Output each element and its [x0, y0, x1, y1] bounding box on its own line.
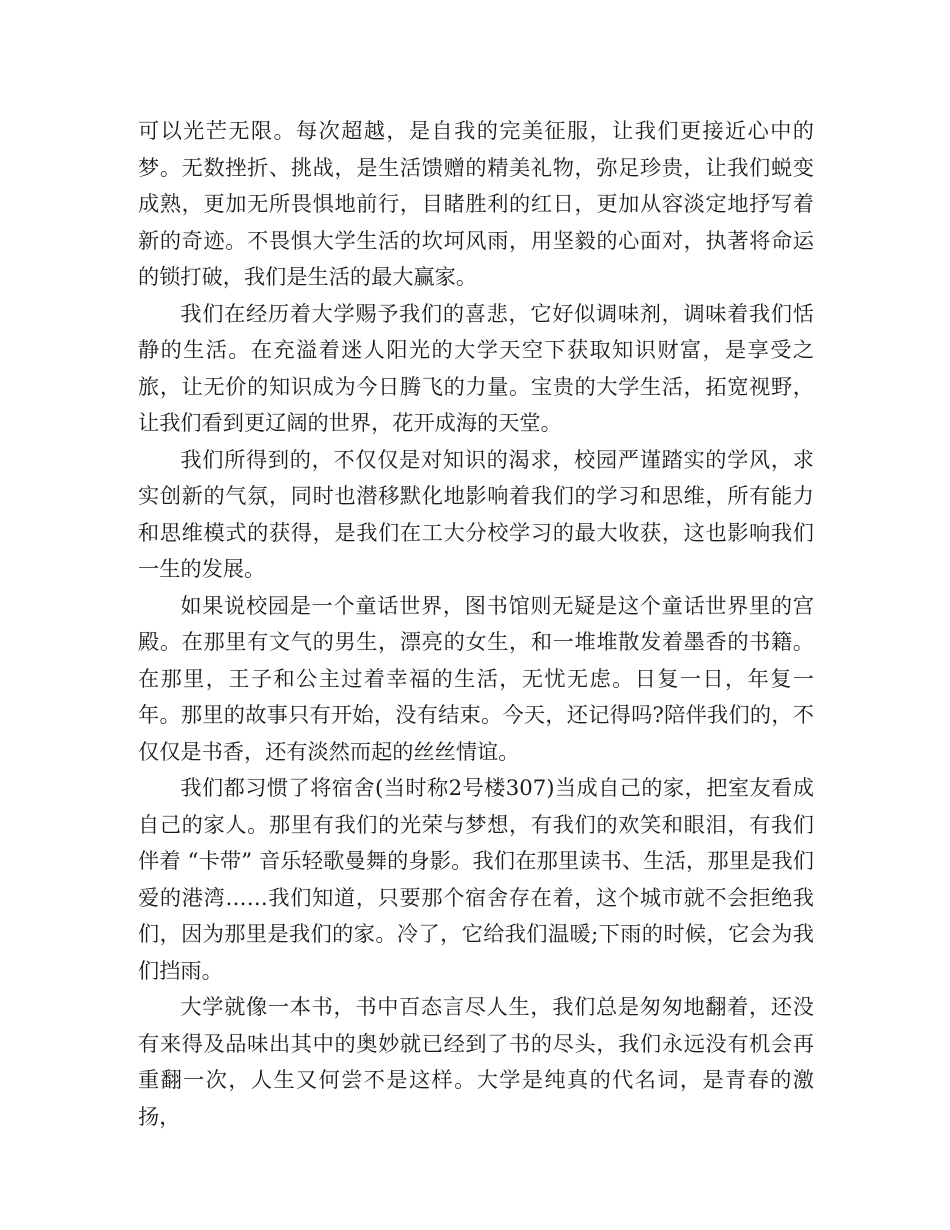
paragraph-4: 如果说校园是一个童话世界，图书馆则无疑是这个童话世界里的宫殿。在那里有文气的男生，漂亮的女生，和一堆堆散发着墨香的书籍。在那里，王子和公主过着幸福的生活，无忧无虑。日复一日，年复一年。那里的故事只有开始，没有结束。今天，还记得吗?陪伴我们的，不仅仅是书香，还有淡然而起的丝丝情谊。: [138, 592, 814, 764]
paragraph-1: 可以光芒无限。每次超越，是自我的完美征服，让我们更接近心中的梦。无数挫折、挑战，是生活馈赠的精美礼物，弥足珍贵，让我们蜕变成熟，更加无所畏惧地前行，目睹胜利的红日，更加从容淡定地抒写着新的奇迹。不畏惧大学生活的坎坷风雨，用坚毅的心面对，执著将命运的锁打破，我们是生活的最大赢家。: [138, 118, 814, 289]
paragraph-3: 我们所得到的，不仅仅是对知识的渴求，校园严谨踏实的学风，求实创新的气氛，同时也潜移默化地影响着我们的学习和思维，所有能力和思维模式的获得，是我们在工大分校学习的最大收获，这也影响我们一生的发展。: [138, 446, 814, 581]
paragraph-2: 我们在经历着大学赐予我们的喜悲，它好似调味剂，调味着我们恬静的生活。在充溢着迷人阳光的大学天空下获取知识财富，是享受之旅，让无价的知识成为今日腾飞的力量。宝贵的大学生活，拓宽视野，让我们看到更辽阔的世界，花开成海的天堂。: [138, 300, 814, 435]
document-body: [138, 113, 814, 1135]
paragraph-5: 我们都习惯了将宿舍(当时称2号楼307)当成自己的家，把室友看成自己的家人。那里有我们的光荣与梦想，有我们的欢笑和眼泪，有我们伴着 “卡带” 音乐轻歌曼舞的身影。我们在那里读书、生活，那里是我们爱的港湾……我们知道，只要那个宿舍存在着，这个城市就不会拒绝我们，因为那里是我们的家。冷了，它给我们温暖;下雨的时候，它会为我们挡雨。: [138, 775, 814, 983]
paragraph-6: 大学就像一本书，书中百态言尽人生，我们总是匆匆地翻着，还没有来得及品味出其中的奥妙就已经到了书的尽头，我们永远没有机会再重翻一次，人生又何尝不是这样。大学是纯真的代名词，是青春的激扬，: [138, 994, 814, 1129]
